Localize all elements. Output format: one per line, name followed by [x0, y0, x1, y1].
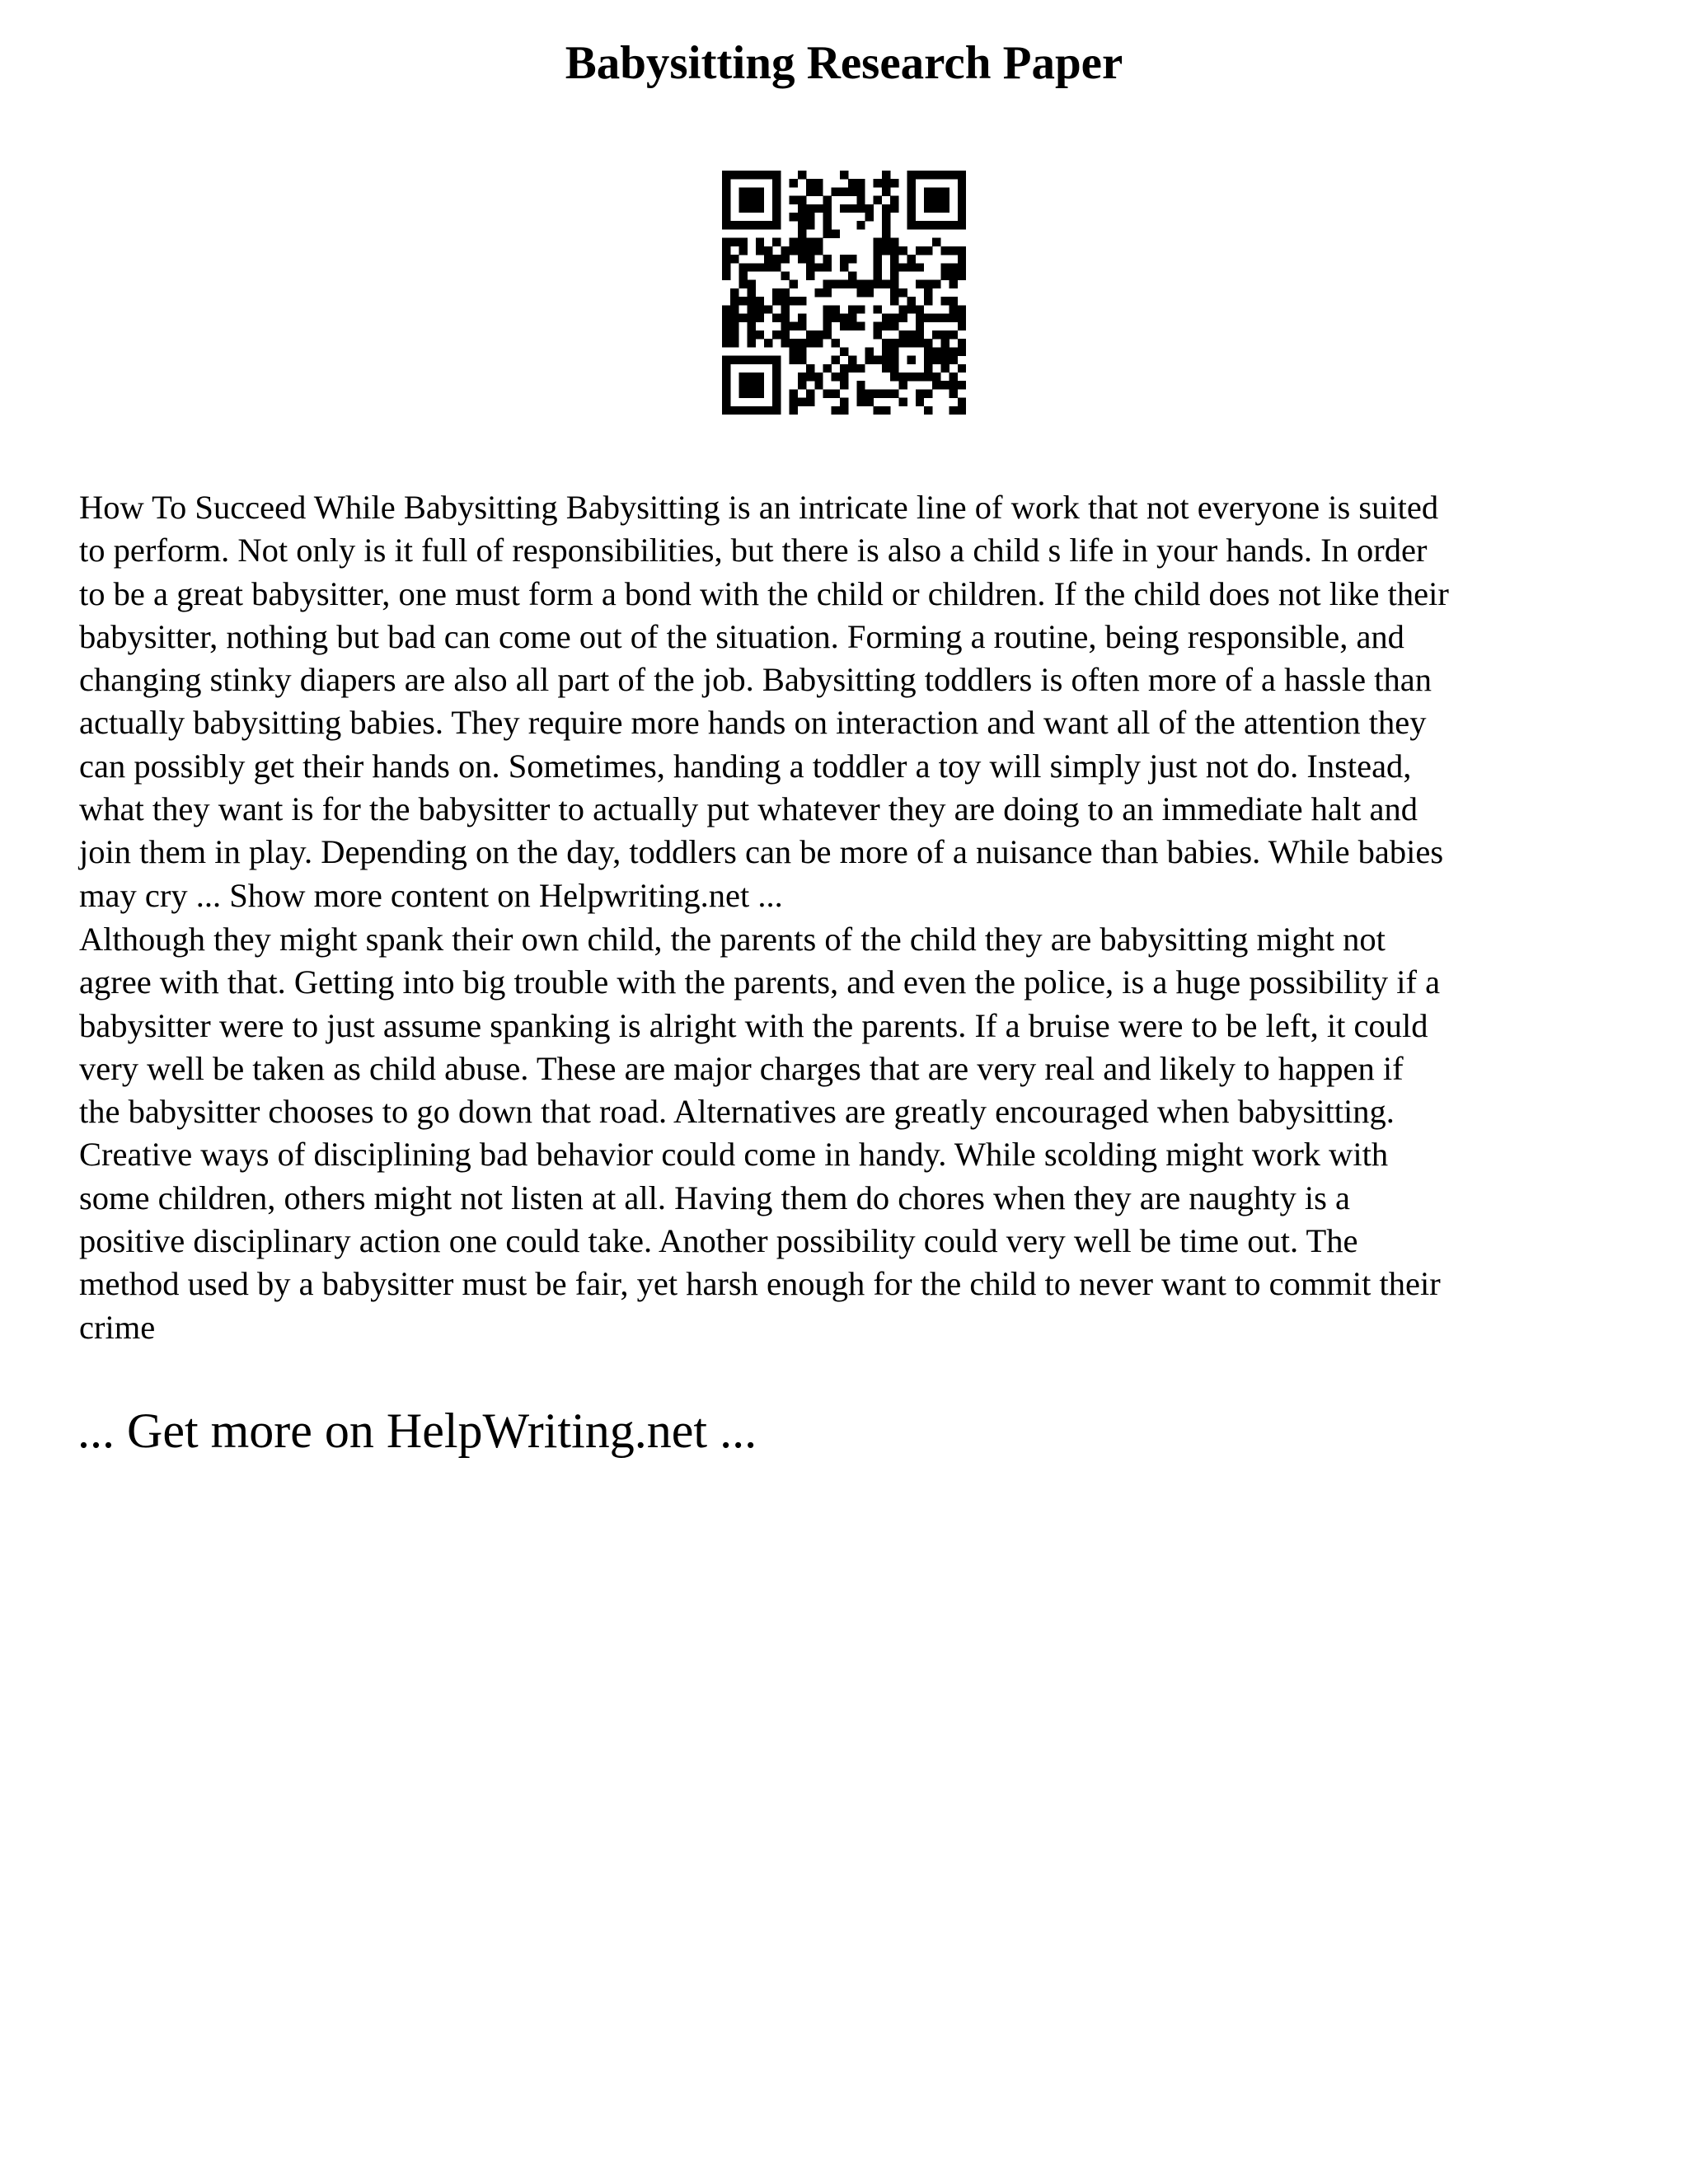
qr-code-icon [722, 171, 966, 415]
text-line: can possibly get their hands on. Sometimes, handing a toddler a toy will simply just not do. Instead, [79, 747, 1412, 785]
text-line: the babysitter chooses to go down that road. Alternatives are greatly encouraged when babysitting. [79, 1093, 1395, 1131]
text-line: crime [79, 1308, 156, 1346]
text-line: join them in play. Depending on the day, toddlers can be more of a nuisance than babies. While babies [79, 833, 1444, 871]
get-more-link[interactable]: ... Get more on HelpWriting.net ... [77, 1404, 757, 1458]
text-line: changing stinky diapers are also all part of the job. Babysitting toddlers is often more of a hassle than [79, 661, 1432, 699]
paragraph-2 [79, 918, 1620, 1349]
text-line: to perform. Not only is it full of responsibilities, but there is also a child s life in your hands. In order [79, 532, 1428, 569]
text-line: babysitter were to just assume spanking is alright with the parents. If a bruise were to be left, it could [79, 1006, 1428, 1044]
text-line: Creative ways of disciplining bad behavior could come in handy. While scolding might work with [79, 1136, 1389, 1174]
text-line: agree with that. Getting into big trouble with the parents, and even the police, is a huge possibility if a [79, 963, 1441, 1001]
text-line: Although they might spank their own child, the parents of the child they are babysitting might not [79, 921, 1386, 958]
text-line: may cry ... Show more content on Helpwriting.net ... [79, 876, 783, 914]
text-line: to be a great babysitter, one must form a bond with the child or children. If the child does not like their [79, 574, 1449, 612]
page-title: Babysitting Research Paper [565, 37, 1123, 89]
paragraph-1 [79, 486, 1620, 917]
text-line: How To Succeed While Babysitting Babysitting is an intricate line of work that not everyone is suited [79, 489, 1439, 526]
text-line: actually babysitting babies. They require more hands on interaction and want all of the attention they [79, 704, 1427, 742]
text-line: very well be taken as child abuse. These are major charges that are very real and likely to happen if [79, 1049, 1404, 1087]
text-line: method used by a babysitter must be fair, yet harsh enough for the child to never want to commit their [79, 1265, 1441, 1303]
text-line: babysitter, nothing but bad can come out of the situation. Forming a routine, being responsible, and [79, 617, 1404, 655]
text-line: what they want is for the babysitter to actually put whatever they are doing to an immediate halt and [79, 790, 1418, 828]
text-line: some children, others might not listen at all. Having them do chores when they are naughty is a [79, 1179, 1351, 1216]
text-line: positive disciplinary action one could take. Another possibility could very well be time out. The [79, 1222, 1358, 1260]
